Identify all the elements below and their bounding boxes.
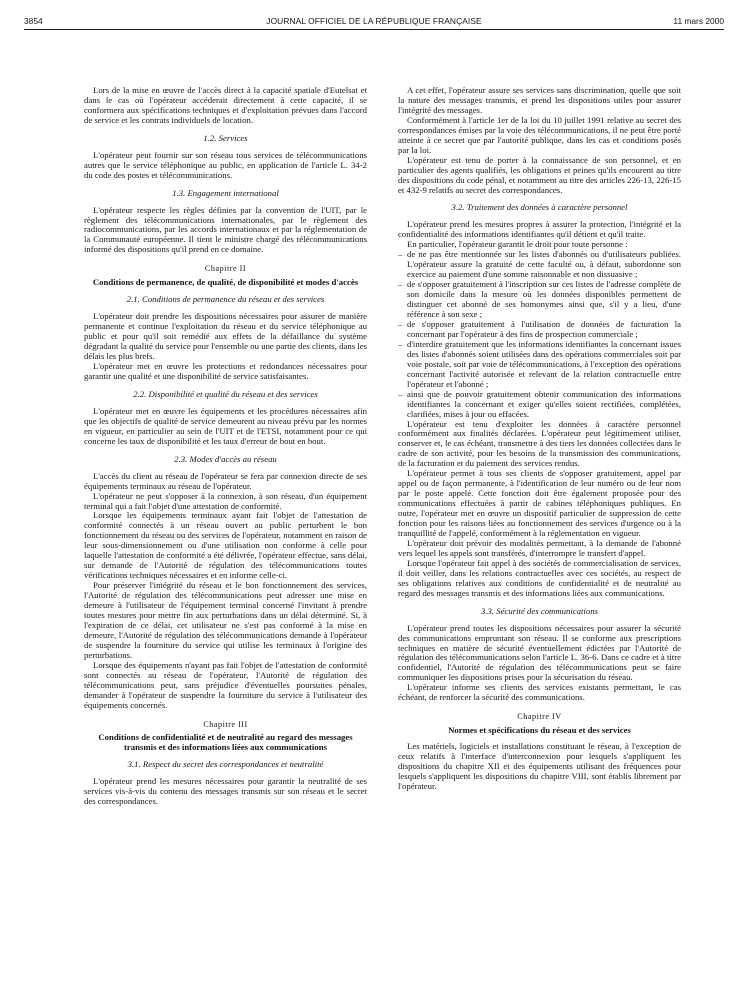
paragraph: L'accès du client au réseau de l'opérateur se fera par connexion directe de ses équipements terminaux au réseau de l'opérateur. — [84, 470, 367, 491]
paragraph: L'opérateur peut fournir sur son réseau tous services de télécommunications autres que le service téléphonique au public, en application de l'article L. 34-2 du code des postes et télécommunications. — [84, 149, 367, 180]
paragraph: Conformément à l'article 1er de la loi du 10 juillet 1991 relative au secret des correspondances émises par la voie des télécommunications, il ne peut être porté atteinte à ce secret que par l'autorité publique, dans les cas et conditions posés par la loi. — [398, 114, 681, 155]
chapter-title: Normes et spécifications du réseau et des services — [448, 725, 631, 736]
paragraph: Lorsque l'opérateur fait appel à des sociétés de commercialisation de services, il doit veiller, dans les relations contractuelles avec ces sociétés, au respect de ses obligations relatives aux conditions de confidentialité et de neutralité au regard des messages transmis et des informations liées aux communications. — [398, 557, 681, 598]
section-heading: 3.3. Sécurité des communications — [481, 605, 598, 616]
paragraph: L'opérateur doit prendre les dispositions nécessaires pour assurer de manière permanente et continue l'exploitation du réseau et du service téléphonique au public et pour qu'il soit remédié aux effets de la défaillance du système dégradant la qualité du service pour l'ensemble ou une partie des clients, dans les délais les plus brefs. — [84, 311, 367, 362]
chapter-label: Chapitre IV — [517, 712, 562, 722]
chapter-title: Conditions de permanence, de qualité, de disponibilité et modes d'accès — [92, 277, 359, 288]
paragraph: L'opérateur prend toutes les dispositions nécessaires pour assurer la sécurité des communications empruntant son réseau. Il se conforme aux prescriptions techniques en matière de sécurité éventuellement édictées par l'Autorité de régulation des télécommunications selon l'article L. 36-6. Dans ce cadre et à titre confidentiel, l'Autorité de régulation des télécommunications peut se faire communiquer les dispositions prises pour la sécurisation du réseau. — [398, 622, 681, 683]
paragraph: Lorsque les équipements terminaux ayant fait l'objet de l'attestation de conformité connectés à un réseau ouvert au public perturbent le bon fonctionnement du réseau ou des services de l'opérateur, notamment en raison de leur sous-dimensionnement ou d'une utilisation non conforme à celle pour laquelle l'attestation de conformité a été délivrée, l'opérateur effectue, sans délai, sur demande de l'Autorité de régulation des télécommunications toutes vérifications techniques nécessaires et en informe celle-ci. — [84, 510, 367, 581]
paragraph: L'opérateur doit prévoir des modalités permettant, à la demande de l'abonné vers lequel les appels sont transférés, d'interrompre le transfert d'appel. — [398, 537, 681, 558]
paragraph: L'opérateur met en œuvre les équipements et les procédures nécessaires afin que les objectifs de qualité de service demeurent au niveau prévu par les normes en vigueur, en particulier au sein de l'UIT et de l'ETSI, notamment pour ce qui concerne les taux de disponibilité et les taux d'erreur de bout en bout. — [84, 405, 367, 446]
paragraph: Les matériels, logiciels et installations constituant le réseau, à l'exception de ceux relatifs à l'interface d'interconnexion pour lesquels s'appliquent les dispositions du chapitre XII et des équipements utilisant des fréquences pour lesquels s'appliquent les dispositions du chapitre VIII, sont établis librement par l'opérateur. — [398, 741, 681, 791]
paragraph: L'opérateur prend les mesures nécessaires pour garantir la neutralité de ses services vis-à-vis du contenu des messages transmis sur son réseau et le secret des correspondances. — [84, 776, 367, 807]
paragraph: L'opérateur informe ses clients des services existants permettant, le cas échéant, de renforcer la sécurité des communications. — [398, 682, 681, 703]
section-heading: 3.2. Traitement des données à caractère personnel — [451, 202, 628, 213]
paragraph: Pour préserver l'intégrité du réseau et le bon fonctionnement des services, l'Autorité de régulation des télécommunications peut adresser une mise en demeure à l'utilisateur de l'équipement terminal concerné l'invitant à prendre toutes mesures pour mettre fin aux perturbations dans un délai déterminé. Si, à l'expiration de ce délai, cet utilisateur ne s'est pas conformé à la mise en demeure, l'Autorité de régulation des télécommunications demande à l'opérateur de suspendre la fourniture du service qui utilise les terminaux à l'origine des perturbations. — [84, 580, 367, 660]
right-column — [398, 86, 681, 792]
paragraph: L'opérateur prend les mesures propres à assurer la protection, l'intégrité et la confidentialité des informations identifiantes qu'il détient et qu'il traite. — [398, 219, 681, 240]
paragraph: Lors de la mise en œuvre de l'accès direct à la capacité spatiale d'Eutelsat et dans le cas où l'opérateur accéderait directement à cette capacité, il se conformera aux spécifications techniques et d'exploitation prévues dans l'accord de service et les contrats individuels de location. — [84, 85, 367, 125]
list-item: – de s'opposer gratuitement à l'inscription sur ces listes de l'adresse complète de son domicile dans la mesure où les données disponibles permettent de distinguer cet abonné de ses homonymes ainsi que, s'il y a lieu, d'une référence à son sexe ; — [398, 280, 681, 320]
section-heading: 2.1. Conditions de permanence du réseau et des services — [126, 294, 325, 305]
paragraph: Lorsque des équipements n'ayant pas fait l'objet de l'attestation de conformité sont connectés au réseau de l'opérateur, l'Autorité de régulation des télécommunications peut, sans préjudice d'éventuelles poursuites pénales, demander à l'opérateur de suspendre la fourniture du service à l'utilisateur des équipements concernés. — [84, 659, 367, 710]
chapter-title: Conditions de confidentialité et de neutralité au regard des messages transmis et des informations liées aux communications — [98, 732, 353, 753]
section-heading: 3.1. Respect du secret des correspondances et neutralité — [127, 759, 324, 770]
list-item: – de ne pas être mentionnée sur les listes d'abonnés ou d'utilisateurs publiées. L'opérateur assure la gratuité de cette faculté ou, à défaut, subordonne son exercice au paiement d'une somme raisonnable et non dissuasive ; — [398, 250, 681, 280]
page-number: 3854 — [24, 16, 43, 26]
section-heading: 1.3. Engagement international — [172, 187, 279, 198]
section-heading: 1.2. Services — [203, 132, 248, 143]
chapter-label: Chapitre III — [203, 719, 248, 729]
left-column — [84, 86, 367, 807]
section-heading: 2.2. Disponibilité et qualité du réseau et des services — [133, 388, 318, 399]
paragraph: En particulier, l'opérateur garantit le droit pour toute personne : — [407, 239, 628, 250]
paragraph: A cet effet, l'opérateur assure ses services sans discrimination, quelle que soit la nature des messages transmis, et prend les dispositions utiles pour assurer l'intégrité des messages. — [398, 85, 681, 115]
paragraph: L'opérateur ne peut s'opposer à la connexion, à son réseau, d'un équipement terminal qui a fait l'objet d'une attestation de conformité. — [84, 490, 367, 511]
list-item: – d'interdire gratuitement que les informations identifiantes la concernant issues des listes d'abonnés soient utilisées dans des opérations commerciales soit par voie postale, soit par voie de télécommunications, à l'exception des opérations concernant l'activité autorisée et relevant de la relation contractuelle entre l'opérateur et l'abonné ; — [398, 340, 681, 390]
paragraph: L'opérateur permet à tous ses clients de s'opposer gratuitement, appel par appel ou de façon permanente, à l'identification de leur numéro ou de leur nom par le poste appelé. Cette fonction doit être également proposée pour des communications effectuées à partir de cabines téléphoniques publiques. En outre, l'opérateur met en œuvre un dispositif particulier de suppression de cette fonction pour les raisons liées au fonctionnement des services d'urgence ou à la tranquillité de l'appelé, conformément à la réglementation en vigueur. — [398, 468, 681, 538]
header-rule — [24, 29, 724, 30]
list-item: – de s'opposer gratuitement à l'utilisation de données de facturation la concernant par l'opérateur à des fins de prospection commerciale ; — [398, 320, 681, 340]
journal-title: JOURNAL OFFICIEL DE LA RÉPUBLIQUE FRANÇAISE — [266, 16, 482, 26]
section-heading: 2.3. Modes d'accès au réseau — [174, 453, 277, 464]
paragraph: L'opérateur met en œuvre les protections et redondances nécessaires pour garantir une qualité et une disponibilité de service satisfaisantes. — [84, 361, 367, 381]
paragraph: L'opérateur est tenu d'exploiter les données à caractère personnel conformément aux finalités déclarées. L'opérateur peut légitimement utiliser, conserver et, le cas échéant, transmettre à des tiers les données collectées dans le cadre de son activité, pour les besoins de la transmission des communications, de la facturation et du paiement des services rendus. — [398, 418, 681, 469]
list-item: – ainsi que de pouvoir gratuitement obtenir communication des informations identifiantes la concernant et exiger qu'elles soient rectifiées, complétées, clarifiées, mises à jour ou effacées. — [398, 390, 681, 420]
paragraph: L'opérateur est tenu de porter à la connaissance de son personnel, et en particulier des agents qualifiés, les obligations et peines qu'ils encourent au titre des dispositions du code pénal, et notamment au titre des articles 226-13, 226-15 et 432-9 relatifs au secret des correspondances. — [398, 154, 681, 195]
issue-date: 11 mars 2000 — [673, 16, 724, 26]
chapter-label: Chapitre II — [204, 264, 247, 274]
paragraph: L'opérateur respecte les règles définies par la convention de l'UIT, par le règlement des télécommunications internationales, par le règlement des radiocommunications, par les accords internationaux et par la réglementation de la Communauté européenne. Il tient le ministre chargé des télécommunications informé des dispositions qu'il prend en ce domaine. — [84, 204, 367, 255]
page-header — [24, 16, 724, 30]
rights-list — [398, 250, 681, 419]
